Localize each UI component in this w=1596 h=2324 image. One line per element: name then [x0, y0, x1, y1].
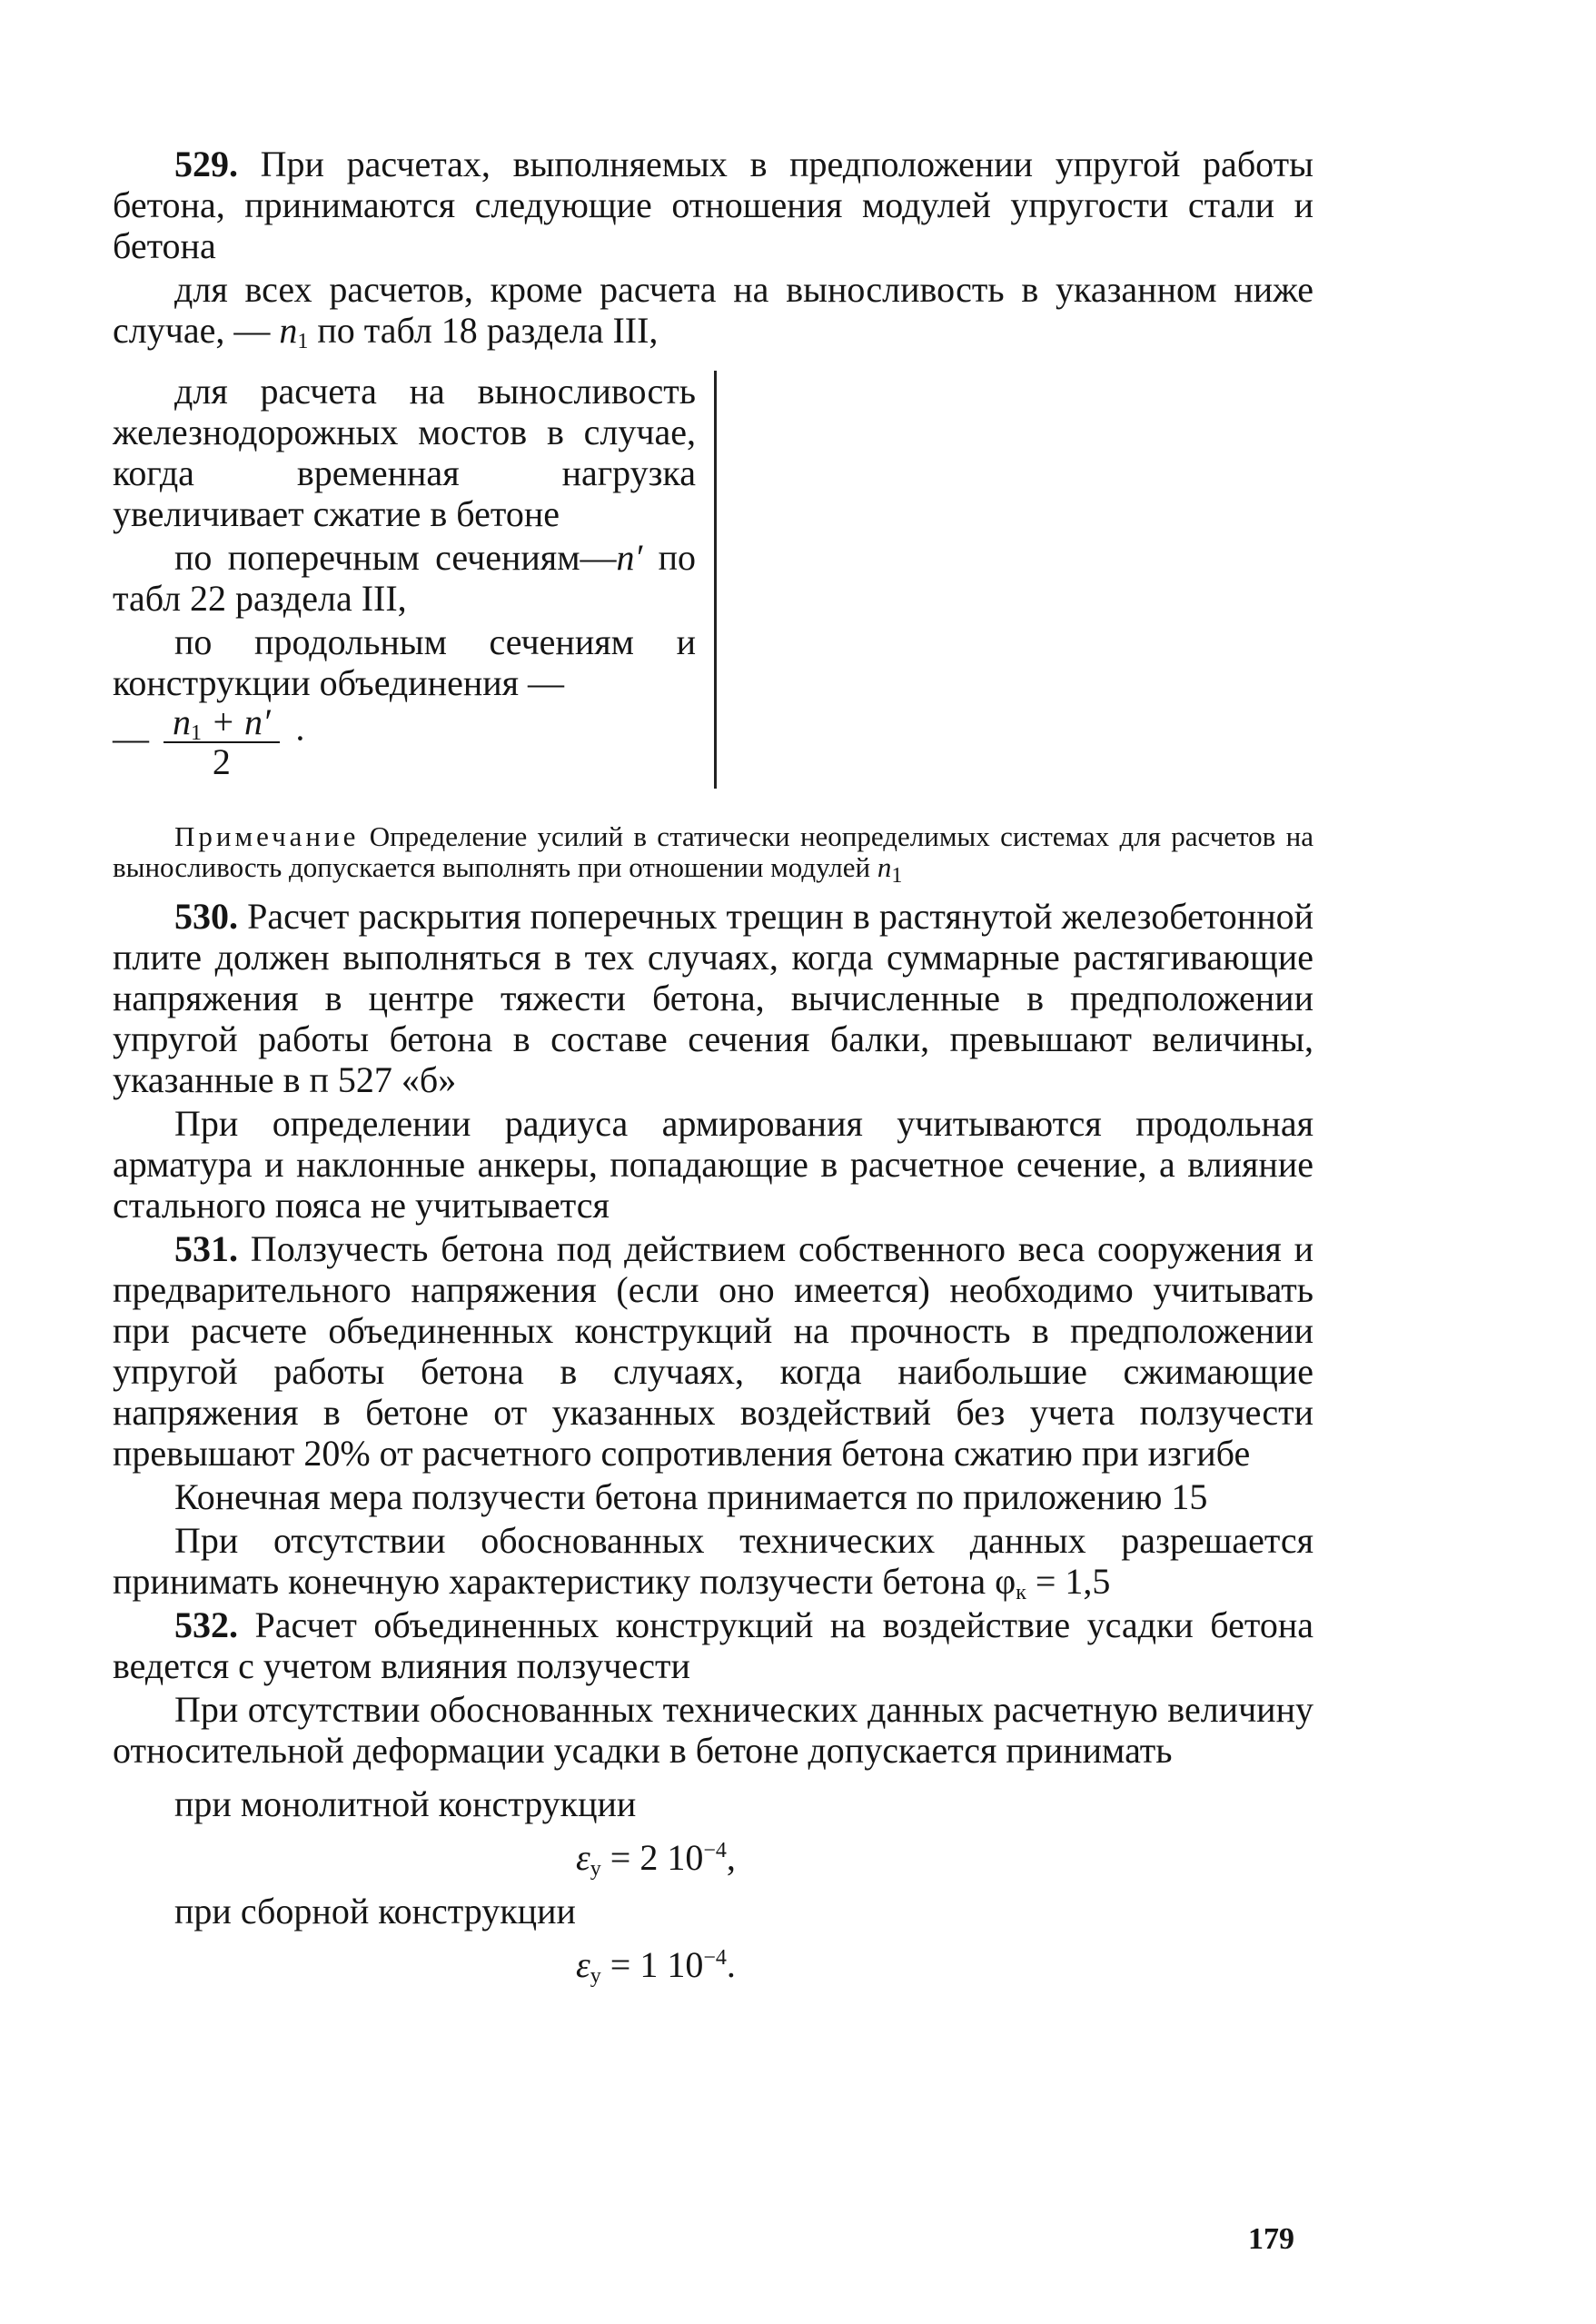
dot: · [293, 718, 307, 760]
symbol-epsilon: ε [576, 1837, 590, 1878]
paragraph-531 [113, 1228, 1313, 1474]
paragraph-531-creep-measure: Конечная мера ползучести бетона принимается по приложению 15 [174, 1476, 1208, 1517]
page-body [113, 144, 1313, 1998]
subscript: к [1016, 1581, 1026, 1604]
paragraph-530 [113, 896, 1313, 1100]
fatigue-text: для расчета на выносливость железнодорожных мостов в случае, когда временная нагрузка увеличивает сжатие в бетоне [113, 371, 696, 534]
subscript: у [590, 1964, 601, 1988]
prefab-label: при сборной конструкции [174, 1891, 576, 1932]
formula-prefab [113, 1944, 1313, 1988]
text: по поперечным сечениям— [174, 537, 617, 578]
monolithic-label: при монолитной конструкции [174, 1783, 637, 1824]
note [113, 820, 1313, 888]
text: При отсутствии обоснованных технических данных разрешается принимать конечную характеристику ползучести бетона φ [113, 1520, 1313, 1602]
item-number: 532. [174, 1604, 238, 1645]
fraction-line [113, 703, 696, 781]
symbol-n-prime: n′ [616, 537, 643, 578]
subscript: 1 [297, 330, 309, 353]
dash: — [113, 718, 149, 760]
fatigue-column [113, 371, 717, 789]
paragraph-532-shrinkage: При отсутствии обоснованных технических данных расчетную величину относительной деформации усадки в бетоне допускается принимать [113, 1689, 1313, 1771]
fraction-numerator [164, 703, 280, 743]
paragraph-text: Расчет объединенных конструкций на воздействие усадки бетона ведется с учетом влияния ползучести [113, 1604, 1313, 1686]
symbol-n: n [173, 701, 191, 742]
item-number: 529. [174, 144, 238, 184]
exponent: −4 [703, 1946, 727, 1970]
value: = 2 10 [600, 1837, 704, 1878]
paragraph-529-all-calcs [113, 269, 1313, 351]
paragraph-531-creep-characteristic [113, 1520, 1313, 1602]
paragraph-529 [113, 144, 1313, 266]
table-reference: по табл 18 раздела III, [308, 310, 659, 351]
page-number: 179 [1248, 2222, 1294, 2256]
longitudinal-text: по продольным сечениям и конструкции объединения — [113, 621, 696, 703]
paragraph-530-reinforcement: При определении радиуса армирования учитываются продольная арматура и наклонные анкеры, попадающие в расчетное сечение, а влияние стального пояса не учитывается [113, 1103, 1313, 1226]
cross-section-text [113, 537, 696, 619]
symbol-n: n [877, 851, 892, 883]
symbol-epsilon: ε [576, 1944, 590, 1985]
formula-monolithic [113, 1837, 1313, 1881]
exponent: −4 [703, 1839, 727, 1862]
paragraph-532 [113, 1604, 1313, 1686]
punct: . [726, 1944, 736, 1985]
note-label: Примечание [174, 820, 360, 852]
paragraph-text: Ползучесть бетона под действием собственного веса сооружения и предварительного напряжения (если оно имеется) необходимо учитывать при расчете объединенных конструкций на прочность в предположении упругой работы бетона в случаях, когда наибольшие сжимающие напряжения в бетоне от указанных воздействий без учета ползучести превышают 20% от расчетного сопротивления бетона сжатию при изгибе [113, 1228, 1313, 1474]
subscript: у [590, 1857, 601, 1881]
value: = 1 10 [600, 1944, 704, 1985]
paragraph-text: Расчет раскрытия поперечных трещин в растянутой железобетонной плите должен выполняться в тех случаях, когда суммарные растягивающие напряжения в центре тяжести бетона, вычисленные в предположении упругой работы бетона в составе сечения балки, превышают величины, указанные в п 527 «б» [113, 896, 1313, 1100]
fraction [164, 703, 280, 781]
note-text: Определение усилий в статически неопределимых системах для расчетов на выносливость допускается выполнять при отношении модулей [113, 820, 1313, 883]
subscript: 1 [891, 864, 903, 888]
subscript: 1 [191, 721, 202, 745]
numerator-rest: + n′ [202, 701, 271, 742]
symbol-n1: n [279, 310, 298, 351]
value: = 1,5 [1026, 1561, 1111, 1602]
item-number: 531. [174, 1228, 238, 1269]
item-number: 530. [174, 896, 238, 937]
table-reference: по табл 22 раздела III, [113, 537, 697, 619]
punct: , [726, 1837, 736, 1878]
paragraph-text: При расчетах, выполняемых в предположении упругой работы бетона, принимаются следующие отношения модулей упругости стали и бетона [113, 144, 1313, 266]
fraction-denominator: 2 [212, 741, 231, 782]
text: для всех расчетов, кроме расчета на выносливость в указанном ниже случае, — [113, 269, 1313, 351]
